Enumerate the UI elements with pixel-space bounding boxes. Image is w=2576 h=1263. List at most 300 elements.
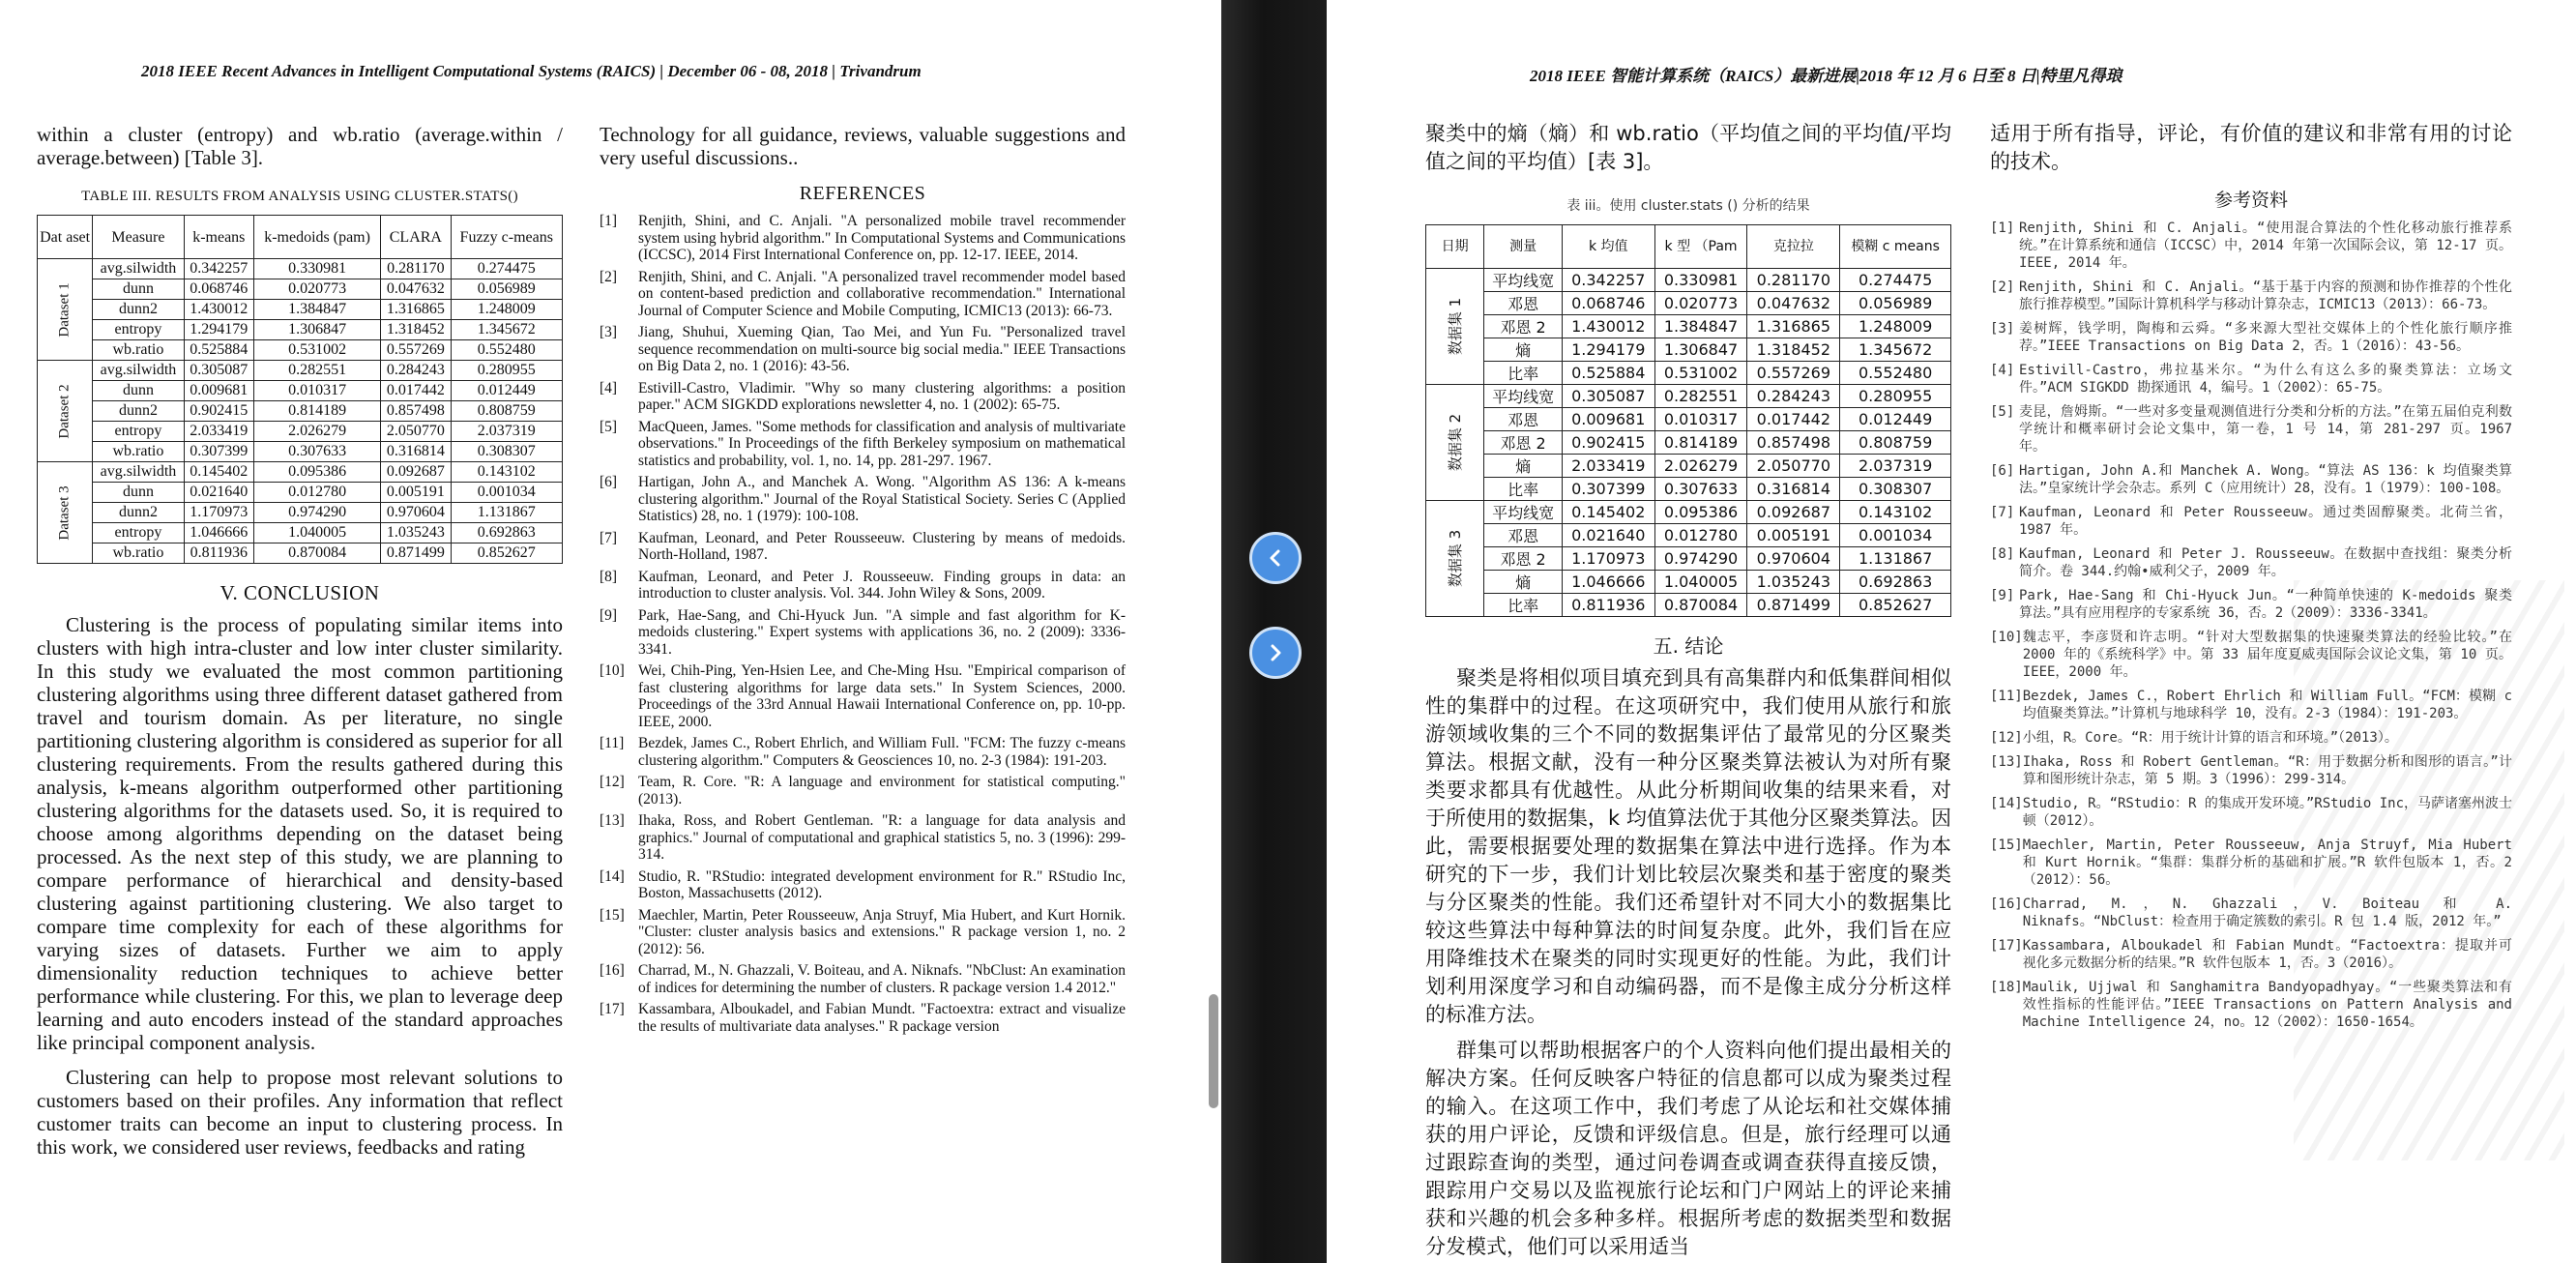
value-cell: 0.870084	[1654, 594, 1747, 617]
reference-text: Bezdek, James C., Robert Ehrlich, and William Full. "FCM: The fuzzy c-means clustering algorithm." Computers & Geosciences 10, no. 2-3 (1984): 191-203.	[638, 735, 1126, 769]
value-cell: 1.345672	[1840, 338, 1951, 362]
value-cell: 1.430012	[184, 300, 253, 320]
reference-item	[600, 1001, 1126, 1035]
reference-item	[1990, 753, 2512, 788]
table-row	[1426, 478, 1951, 501]
reference-item	[1990, 937, 2512, 972]
dataset-group-text: 数据集 3	[1447, 529, 1465, 588]
dataset-group-label	[1426, 501, 1484, 617]
reference-number: [4]	[1990, 363, 2015, 378]
reference-number: [15]	[600, 906, 625, 924]
value-cell: 2.037319	[1840, 455, 1951, 478]
table-row	[1426, 455, 1951, 478]
value-cell: 0.871499	[381, 543, 451, 564]
value-cell: 0.010317	[253, 381, 380, 401]
table-row	[1426, 501, 1951, 524]
value-cell: 0.811936	[1562, 594, 1654, 617]
value-cell: 1.040005	[253, 523, 380, 543]
table-row	[38, 259, 563, 279]
measure-cell: 邓恩	[1484, 292, 1563, 315]
value-cell: 0.531002	[253, 340, 380, 361]
measure-cell: 熵	[1484, 455, 1563, 478]
value-cell: 1.170973	[184, 503, 253, 523]
value-cell: 0.692863	[451, 523, 562, 543]
next-page-button[interactable]	[1249, 627, 1302, 679]
measure-cell: avg.silwidth	[93, 361, 184, 381]
value-cell: 0.307399	[1562, 478, 1654, 501]
table-row	[38, 361, 563, 381]
value-cell: 0.010317	[1654, 408, 1747, 431]
value-cell: 2.050770	[1747, 455, 1840, 478]
value-cell: 1.318452	[1747, 338, 1840, 362]
value-cell: 0.068746	[184, 279, 253, 300]
value-cell: 0.012449	[1840, 408, 1951, 431]
value-cell: 0.870084	[253, 543, 380, 564]
table-row	[38, 320, 563, 340]
reference-number: [13]	[600, 812, 625, 829]
section-title: V. CONCLUSION	[220, 581, 380, 604]
table-header-cell: k-means	[184, 216, 253, 259]
reference-text: Maechler, Martin, Peter Rousseeuw, Anja Struyf, Mia Hubert, and Kurt Hornik. "Cluster: cluster analysis basics and extensions." R package version 1, no. 2 (2012): 56.	[638, 906, 1126, 957]
acknowledgement-text: Technology for all guidance, reviews, valuable suggestions and very useful discussions..	[600, 123, 1126, 169]
measure-cell: dunn	[93, 279, 184, 300]
value-cell: 1.430012	[1562, 315, 1654, 338]
table-row	[38, 523, 563, 543]
reference-item	[600, 474, 1126, 525]
reference-text: Charrad, M.，N. Ghazzali，V. Boiteau 和 A. Niknafs。“NbClust：检查用于确定簇数的索引。R 包 1.4 版，2012 年。”	[2022, 896, 2512, 929]
page-header: 2018 IEEE Recent Advances in Intelligent Computational Systems (RAICS) | December 06 - 08, 2018 | Trivandrum	[141, 62, 922, 80]
reference-item	[1990, 896, 2512, 930]
reference-text: Renjith, Shini, and C. Anjali. "A personalized travel recommender model based on content-based prediction and collaborative recommendation." International Journal of Computer Science and Mobile Computing, ICMIC13 (2013): 66-73.	[638, 268, 1126, 319]
dataset-group-text: 数据集 1	[1447, 297, 1465, 356]
value-cell: 0.012780	[253, 483, 380, 503]
measure-cell: dunn2	[93, 503, 184, 523]
value-cell: 1.035243	[381, 523, 451, 543]
reference-text: Kaufman, Leonard, and Peter Rousseeuw. Clustering by means of medoids. North-Holland, 1987.	[638, 529, 1126, 563]
value-cell: 0.274475	[451, 259, 562, 279]
dataset-group-text: 数据集 2	[1447, 413, 1465, 472]
reference-text: Renjith, Shini 和 C. Anjali。“使用混合算法的个性化移动旅行推荐系统。”在计算系统和通信（ICCSC）中，2014 年第一次国际会议，第 12-17 页。IEEE, 2014 年。	[2019, 220, 2512, 271]
value-cell: 0.814189	[253, 401, 380, 422]
reference-text: 小组，R。Core。“R：用于统计计算的语言和环境。”（2013）。	[2022, 730, 2398, 746]
measure-cell: 平均线宽	[1484, 269, 1563, 292]
reference-number: [15]	[1990, 837, 2023, 853]
reference-text: Studio, R。“RStudio：R 的集成开发环境。”RStudio Inc，马萨诸塞州波士顿（2012）。	[2022, 796, 2513, 829]
reference-number: [10]	[600, 662, 625, 679]
measure-cell: 比率	[1484, 594, 1563, 617]
value-cell: 2.033419	[184, 422, 253, 442]
table-header-cell: Dat aset	[38, 216, 93, 259]
intro-text: within a cluster (entropy) and wb.ratio (average.within / average.between) [Table 3].	[37, 123, 563, 169]
reference-number: [14]	[600, 867, 625, 885]
value-cell: 0.005191	[381, 483, 451, 503]
reference-text: Hartigan, John A.和 Manchek A. Wong。“算法 AS 136：k 均值聚类算法。”皇家统计学会杂志。系列 C（应用统计）28，没有。1（1979）：100-108。	[2019, 463, 2512, 496]
references-title: REFERENCES	[799, 183, 926, 204]
value-cell: 0.145402	[1562, 501, 1654, 524]
reference-text: Studio, R. "RStudio: integrated development environment for R." RStudio Inc, Boston, Massachusetts (2012).	[638, 867, 1126, 901]
measure-cell: dunn	[93, 483, 184, 503]
measure-cell: entropy	[93, 523, 184, 543]
table-header-cell: CLARA	[381, 216, 451, 259]
dataset-group-text: Dataset 2	[56, 384, 73, 439]
value-cell: 0.811936	[184, 543, 253, 564]
measure-cell: avg.silwidth	[93, 259, 184, 279]
value-cell: 0.281170	[1747, 269, 1840, 292]
reference-number: [1]	[600, 213, 618, 229]
value-cell: 0.342257	[1562, 269, 1654, 292]
measure-cell: avg.silwidth	[93, 462, 184, 483]
reference-text: Kassambara, Alboukadel 和 Fabian Mundt。“Factoextra：提取并可视化多元数据分析的结果。”R 软件包版本 1，否。3（2016）。	[2022, 938, 2512, 971]
reference-item	[600, 962, 1126, 996]
table-row	[38, 340, 563, 361]
value-cell: 0.012449	[451, 381, 562, 401]
reference-item	[1990, 403, 2512, 455]
measure-cell: 平均线宽	[1484, 385, 1563, 408]
measure-cell: wb.ratio	[93, 442, 184, 462]
reference-text: Ihaka, Ross 和 Robert Gentleman。“R：用于数据分析和图形的语言。”计算和图形统计杂志，第 5 期。3（1996）：299-314。	[2022, 754, 2512, 787]
right-column	[600, 123, 1126, 1040]
value-cell: 0.092687	[1747, 501, 1840, 524]
value-cell: 0.871499	[1747, 594, 1840, 617]
table-header-cell: 克拉拉	[1747, 225, 1840, 269]
value-cell: 0.308307	[451, 442, 562, 462]
reference-item	[600, 324, 1126, 375]
value-cell: 0.974290	[253, 503, 380, 523]
reference-text: Hartigan, John A., and Manchek A. Wong. "Algorithm AS 136: A k-means clustering algorithm." Journal of the Royal Statistical Society. Series C (Applied Statistics) 28, no. 1 (1979): 100-108.	[638, 474, 1126, 524]
table-row	[1426, 292, 1951, 315]
value-cell: 0.857498	[1747, 431, 1840, 455]
conclusion-paragraph-2-translated: 群集可以帮助根据客户的个人资料向他们提出最相关的解决方案。任何反映客户特征的信息都可以成为聚类过程的输入。在这项工作中，我们考虑了从论坛和社交媒体捕获的用户评论，反馈和评级信息。但是，旅行经理可以通过跟踪查询的类型，通过问卷调查或调查获得直接反馈，跟踪用户交易以及监视旅行论坛和门户网站上的评论来捕获和兴趣的机会多种多样。根据所考虑的数据类型和数据分发模式，他们可以采用适当	[1425, 1039, 1951, 1258]
measure-cell: 邓恩 2	[1484, 547, 1563, 571]
value-cell: 2.026279	[1654, 455, 1747, 478]
table-row	[38, 401, 563, 422]
value-cell: 0.902415	[184, 401, 253, 422]
reference-item	[600, 812, 1126, 864]
value-cell: 1.248009	[1840, 315, 1951, 338]
reference-number: [1]	[1990, 220, 2015, 236]
reference-item	[1990, 462, 2512, 497]
reference-number: [7]	[1990, 505, 2015, 520]
reference-item	[600, 419, 1126, 470]
value-cell: 0.808759	[1840, 431, 1951, 455]
table-header-cell: k 均值	[1562, 225, 1654, 269]
table-row	[1426, 594, 1951, 617]
value-cell: 0.902415	[1562, 431, 1654, 455]
table-row	[1426, 571, 1951, 594]
original-document-pane[interactable]	[0, 0, 1221, 1263]
table-header-cell: Fuzzy c-means	[451, 216, 562, 259]
reference-item	[1990, 729, 2512, 747]
value-cell: 1.345672	[451, 320, 562, 340]
table-caption-translated: 表 iii。使用 cluster.stats () 分析的结果	[1566, 198, 1810, 214]
page-header-translated: 2018 IEEE 智能计算系统（RAICS）最新进展|2018 年 12 月 6 日至 8 日|特里凡得琅	[1530, 67, 2122, 85]
table-header-cell: k-medoids (pam)	[253, 216, 380, 259]
value-cell: 0.005191	[1747, 524, 1840, 547]
reference-number: [9]	[600, 606, 618, 624]
reference-item	[1990, 979, 2512, 1031]
reference-item	[600, 213, 1126, 264]
reference-number: [12]	[600, 774, 625, 790]
dataset-group-label	[38, 462, 93, 564]
reference-text: Kassambara, Alboukadel, and Fabian Mundt. "Factoextra: extract and visualize the results of multivariate data analyses." R package version	[638, 1001, 1126, 1035]
table-row	[38, 442, 563, 462]
reference-item	[600, 774, 1126, 808]
reference-text: MacQueen, James. "Some methods for classification and analysis of multivariate observations." In Proceedings of the fifth Berkeley symposium on mathematical statistics and probability, vol. 1, no. 14, pp. 281-297. 1967.	[638, 418, 1126, 469]
measure-cell: 邓恩 2	[1484, 315, 1563, 338]
value-cell: 0.852627	[1840, 594, 1951, 617]
value-cell: 0.020773	[1654, 292, 1747, 315]
reference-item	[1990, 629, 2512, 681]
conclusion-paragraph-1-translated: 聚类是将相似项目填充到具有高集群内和低集群间相似性的集群中的过程。在这项研究中，我们使用从旅行和旅游领域收集的三个不同的数据集评估了最常见的分区聚类算法。根据文献，没有一种分区聚类算法被认为对所有聚类要求都具有优越性。从此分析期间收集的结果来看，对于所使用的数据集，k 均值算法优于其他分区聚类算法。因此，需要根据要处理的数据集在算法中进行选择。作为本研究的下一步，我们计划比较层次聚类和基于密度的聚类与分区聚类的性能。我们还希望针对不同大小的数据集比较这些算法中每种算法的时间复杂度。此外，我们旨在应用降维技术在聚类的同时实现更好的性能。为此，我们计划利用深度学习和自动编码器，而不是像主成分分析这样的标准方法。	[1425, 666, 1951, 1026]
measure-cell: dunn2	[93, 401, 184, 422]
reference-number: [6]	[600, 474, 618, 490]
value-cell: 0.525884	[1562, 362, 1654, 385]
value-cell: 0.021640	[1562, 524, 1654, 547]
value-cell: 0.017442	[1747, 408, 1840, 431]
reference-number: [11]	[600, 735, 625, 751]
value-cell: 0.552480	[1840, 362, 1951, 385]
table-caption: TABLE III. RESULTS FROM ANALYSIS USING CLUSTER.STATS()	[81, 189, 518, 204]
reference-text: Bezdek, James C.，Robert Ehrlich 和 William Full。“FCM：模糊 c 均值聚类算法。”计算机与地球科学 10，没有。2-3（1984）：191-203。	[2022, 689, 2512, 721]
value-cell: 0.056989	[451, 279, 562, 300]
value-cell: 0.282551	[1654, 385, 1747, 408]
value-cell: 0.557269	[381, 340, 451, 361]
value-cell: 0.001034	[1840, 524, 1951, 547]
value-cell: 1.316865	[381, 300, 451, 320]
value-cell: 1.040005	[1654, 571, 1747, 594]
reference-number: [8]	[1990, 546, 2015, 562]
dataset-group-label	[38, 259, 93, 361]
table-row	[38, 279, 563, 300]
reference-number: [18]	[1990, 980, 2023, 995]
measure-cell: 平均线宽	[1484, 501, 1563, 524]
table-row	[1426, 338, 1951, 362]
reference-text: Maechler, Martin, Peter Rousseeuw, Anja Struyf, Mia Hubert 和 Kurt Hornik。“集群：集群分析的基础和扩展。”R 软件包版本 1，否。2（2012）：56。	[2022, 837, 2512, 888]
value-cell: 0.342257	[184, 259, 253, 279]
value-cell: 0.092687	[381, 462, 451, 483]
reference-text: 姜树辉，钱学明，陶梅和云舜。“多来源大型社交媒体上的个性化旅行顺序推荐。”IEEE Transactions on Big Data 2，否。1（2016）：43-56。	[2019, 321, 2512, 354]
reference-item	[600, 907, 1126, 958]
table-row	[38, 422, 563, 442]
reference-item	[1990, 320, 2512, 355]
references-title-translated: 参考资料	[2213, 190, 2288, 211]
prev-page-button[interactable]	[1249, 532, 1302, 584]
reference-item	[600, 868, 1126, 902]
value-cell: 2.026279	[253, 422, 380, 442]
reference-item	[1990, 837, 2512, 889]
left-column-translated	[1425, 120, 1951, 1261]
scrollbar-thumb[interactable]	[1209, 994, 1218, 1108]
value-cell: 0.145402	[184, 462, 253, 483]
table-row	[38, 543, 563, 564]
measure-cell: 比率	[1484, 478, 1563, 501]
table-row	[1426, 547, 1951, 571]
value-cell: 0.857498	[381, 401, 451, 422]
reference-text: Maulik, Ujjwal 和 Sanghamitra Bandyopadhyay。“一些聚类算法和有效性指标的性能评估。”IEEE Transactions on Pattern Analysis and Machine Intelligence 24，no。12（2002）：1650-1654。	[2022, 980, 2512, 1030]
table-row	[1426, 315, 1951, 338]
value-cell: 0.047632	[1747, 292, 1840, 315]
table-header-cell: 模糊 c means	[1840, 225, 1951, 269]
table-header-row	[38, 216, 563, 259]
table-header-row	[1426, 225, 1951, 269]
reference-number: [5]	[1990, 404, 2015, 420]
value-cell: 0.281170	[381, 259, 451, 279]
table-row	[38, 462, 563, 483]
value-cell: 1.294179	[184, 320, 253, 340]
value-cell: 0.852627	[451, 543, 562, 564]
reference-text: 麦昆，詹姆斯。“一些对多变量观测值进行分类和分析的方法。”在第五届伯克利数学统计和概率研讨会论文集中，第一卷，1 号 14，第 281-297 页。1967 年。	[2019, 404, 2512, 455]
reference-item	[1990, 220, 2512, 272]
acknowledgement-text-translated: 适用于所有指导，评论，有价值的建议和非常有用的讨论的技术。	[1990, 122, 2512, 173]
value-cell: 0.307633	[1654, 478, 1747, 501]
table-row	[38, 483, 563, 503]
table-header-cell: k 型 （Pam	[1654, 225, 1747, 269]
value-cell: 0.095386	[253, 462, 380, 483]
value-cell: 1.306847	[1654, 338, 1747, 362]
value-cell: 0.305087	[184, 361, 253, 381]
reference-number: [10]	[1990, 630, 2023, 645]
table-row	[38, 381, 563, 401]
reference-text: Estivill-Castro, Vladimir. "Why so many clustering algorithms: a position paper." ACM SIGKDD explorations newsletter 4, no. 1 (2002): 65-75.	[638, 379, 1126, 413]
reference-number: [17]	[1990, 938, 2023, 954]
measure-cell: 比率	[1484, 362, 1563, 385]
reference-text: Kaufman, Leonard, and Peter J. Rousseeuw. Finding groups in data: an introduction to cluster analysis. Vol. 344. John Wiley & Sons, 2009.	[638, 568, 1126, 602]
reference-number: [3]	[1990, 321, 2015, 337]
reference-text: Jiang, Shuhui, Xueming Qian, Tao Mei, and Yun Fu. "Personalized travel sequence recommendation on multi-source big social media." IEEE Transactions on Big Data 2, no. 1 (2016): 43-56.	[638, 324, 1126, 374]
reference-number: [4]	[600, 379, 618, 397]
value-cell: 0.020773	[253, 279, 380, 300]
value-cell: 0.280955	[451, 361, 562, 381]
reference-text: Renjith, Shini 和 C. Anjali。“基于基于内容的预测和协作推荐的个性化旅行推荐模型。”国际计算机科学与移动计算杂志，ICMIC13（2013）：66-73。	[2019, 279, 2512, 312]
table-header-cell: 测量	[1484, 225, 1563, 269]
dataset-group-text: Dataset 3	[56, 485, 73, 541]
table-row	[1426, 362, 1951, 385]
value-cell: 0.095386	[1654, 501, 1747, 524]
value-cell: 0.308307	[1840, 478, 1951, 501]
table-row	[1426, 385, 1951, 408]
reference-number: [2]	[1990, 279, 2015, 295]
value-cell: 1.316865	[1747, 315, 1840, 338]
reference-text: Renjith, Shini, and C. Anjali. "A personalized mobile travel recommender system using hybrid algorithm." In Computational Systems and Communications (ICCSC), 2014 First International Conference on, pp. 12-17. IEEE, 2014.	[638, 213, 1126, 263]
reference-number: [6]	[1990, 463, 2015, 479]
value-cell: 0.143102	[1840, 501, 1951, 524]
value-cell: 0.330981	[253, 259, 380, 279]
reference-item	[1990, 545, 2512, 580]
reference-number: [13]	[1990, 754, 2023, 770]
value-cell: 1.384847	[253, 300, 380, 320]
value-cell: 0.068746	[1562, 292, 1654, 315]
value-cell: 0.808759	[451, 401, 562, 422]
value-cell: 0.012780	[1654, 524, 1747, 547]
reference-number: [11]	[1990, 689, 2023, 704]
reference-item	[1990, 279, 2512, 313]
reference-number: [2]	[600, 268, 618, 285]
measure-cell: wb.ratio	[93, 340, 184, 361]
reference-text: Team, R. Core. "R: A language and environment for statistical computing." (2013).	[638, 774, 1126, 808]
value-cell: 0.330981	[1654, 269, 1747, 292]
value-cell: 1.170973	[1562, 547, 1654, 571]
reference-item	[1990, 362, 2512, 397]
reference-item	[600, 662, 1126, 730]
value-cell: 1.318452	[381, 320, 451, 340]
value-cell: 2.050770	[381, 422, 451, 442]
value-cell: 1.306847	[253, 320, 380, 340]
value-cell: 0.525884	[184, 340, 253, 361]
value-cell: 1.035243	[1747, 571, 1840, 594]
value-cell: 0.274475	[1840, 269, 1951, 292]
value-cell: 0.009681	[184, 381, 253, 401]
reference-text: Charrad, M., N. Ghazzali, V. Boiteau, and A. Niknafs. "NbClust: An examination of indices for determining the number of clusters. R package version 1.4 2012."	[638, 962, 1126, 996]
value-cell: 2.037319	[451, 422, 562, 442]
value-cell: 0.280955	[1840, 385, 1951, 408]
dataset-group-label	[38, 361, 93, 462]
table-row	[1426, 269, 1951, 292]
reference-number: [14]	[1990, 796, 2023, 811]
value-cell: 0.531002	[1654, 362, 1747, 385]
table-row	[1426, 408, 1951, 431]
reference-text: Ihaka, Ross, and Robert Gentleman. "R: a language for data analysis and graphics." Journal of computational and graphical statistics 5, no. 3 (1996): 299-314.	[638, 812, 1126, 863]
chevron-right-icon	[1264, 641, 1287, 664]
value-cell: 2.033419	[1562, 455, 1654, 478]
table-header-cell: 日期	[1426, 225, 1484, 269]
reference-item	[1990, 587, 2512, 622]
value-cell: 1.248009	[451, 300, 562, 320]
reference-number: [5]	[600, 418, 618, 435]
value-cell: 0.001034	[451, 483, 562, 503]
value-cell: 0.316814	[1747, 478, 1840, 501]
table-header-cell: Measure	[93, 216, 184, 259]
value-cell: 0.557269	[1747, 362, 1840, 385]
results-table-translated	[1425, 224, 1951, 617]
reference-list	[600, 213, 1126, 1035]
dataset-group-label	[1426, 385, 1484, 501]
value-cell: 0.284243	[1747, 385, 1840, 408]
conclusion-paragraph-1: Clustering is the process of populating similar items into clusters with high intra-cluster and low inter cluster similarity. In this study we evaluated the most common partitioning clustering algorithms using three different dataset gathered from travel and tourism domain. As per literature, no single partitioning clustering algorithm is considered as superior for all clustering requirements. From the results gathered during this analysis, k-means algorithm outperformed other partitioning clustering algorithms for the datasets used. So, it is required to choose among algorithms depending on the dataset being processed. As the next step of this study, we are planning to compare performance of hierarchical and density-based clustering against partitioning clustering. We also target to compare time complexity for each of these algorithms for varying sizes of datasets. Further we aim to apply dimensionality reduction techniques to achieve better performance while clustering. For this, we plan to leverage deep learning and auto encoders instead of the standard approaches like principal component analysis.	[37, 613, 563, 1054]
value-cell: 1.046666	[1562, 571, 1654, 594]
table-row	[38, 503, 563, 523]
reference-item	[600, 380, 1126, 414]
measure-cell: 邓恩	[1484, 408, 1563, 431]
measure-cell: 邓恩	[1484, 524, 1563, 547]
conclusion-paragraph-2: Clustering can help to propose most relevant solutions to customers based on their profiles. Any information that reflect customer traits can become an input to clustering process. In this work, we considered user reviews, feedbacks and rating	[37, 1066, 563, 1159]
translated-document-pane[interactable]	[1327, 0, 2576, 1263]
measure-cell: 熵	[1484, 571, 1563, 594]
value-cell: 0.692863	[1840, 571, 1951, 594]
reference-item	[600, 530, 1126, 564]
measure-cell: dunn2	[93, 300, 184, 320]
reference-number: [3]	[600, 324, 618, 340]
reference-text: Park, Hae-Sang 和 Chi-Hyuck Jun。“一种简单快速的 K-medoids 聚类算法。”具有应用程序的专家系统 36，否。2（2009）：3336-3341。	[2019, 588, 2512, 621]
table-row	[1426, 431, 1951, 455]
dataset-group-label	[1426, 269, 1484, 385]
reference-number: [12]	[1990, 730, 2023, 746]
value-cell: 0.970604	[381, 503, 451, 523]
value-cell: 0.305087	[1562, 385, 1654, 408]
reference-number: [7]	[600, 529, 618, 546]
reference-list-translated	[1990, 220, 2512, 1031]
reference-text: 魏志平，李彦贤和许志明。“针对大型数据集的快速聚类算法的经验比较。”在 2000 年的《系统科学》中。第 33 届年度夏威夷国际会议论文集，第 10 页。IEEE，2000 年。	[2022, 630, 2512, 680]
reference-text: Wei, Chih-Ping, Yen-Hsien Lee, and Che-Ming Hsu. "Empirical comparison of fast clustering algorithms for large data sets." In System Sciences, 2000. Proceedings of the 33rd Annual Hawaii International Conference on, pp. 10-pp. IEEE, 2000.	[638, 662, 1126, 730]
reference-number: [8]	[600, 568, 618, 585]
value-cell: 0.307399	[184, 442, 253, 462]
reference-item	[600, 607, 1126, 659]
value-cell: 0.047632	[381, 279, 451, 300]
table-row	[1426, 524, 1951, 547]
measure-cell: dunn	[93, 381, 184, 401]
reference-item	[1990, 688, 2512, 722]
reference-item	[1990, 504, 2512, 539]
value-cell: 1.294179	[1562, 338, 1654, 362]
